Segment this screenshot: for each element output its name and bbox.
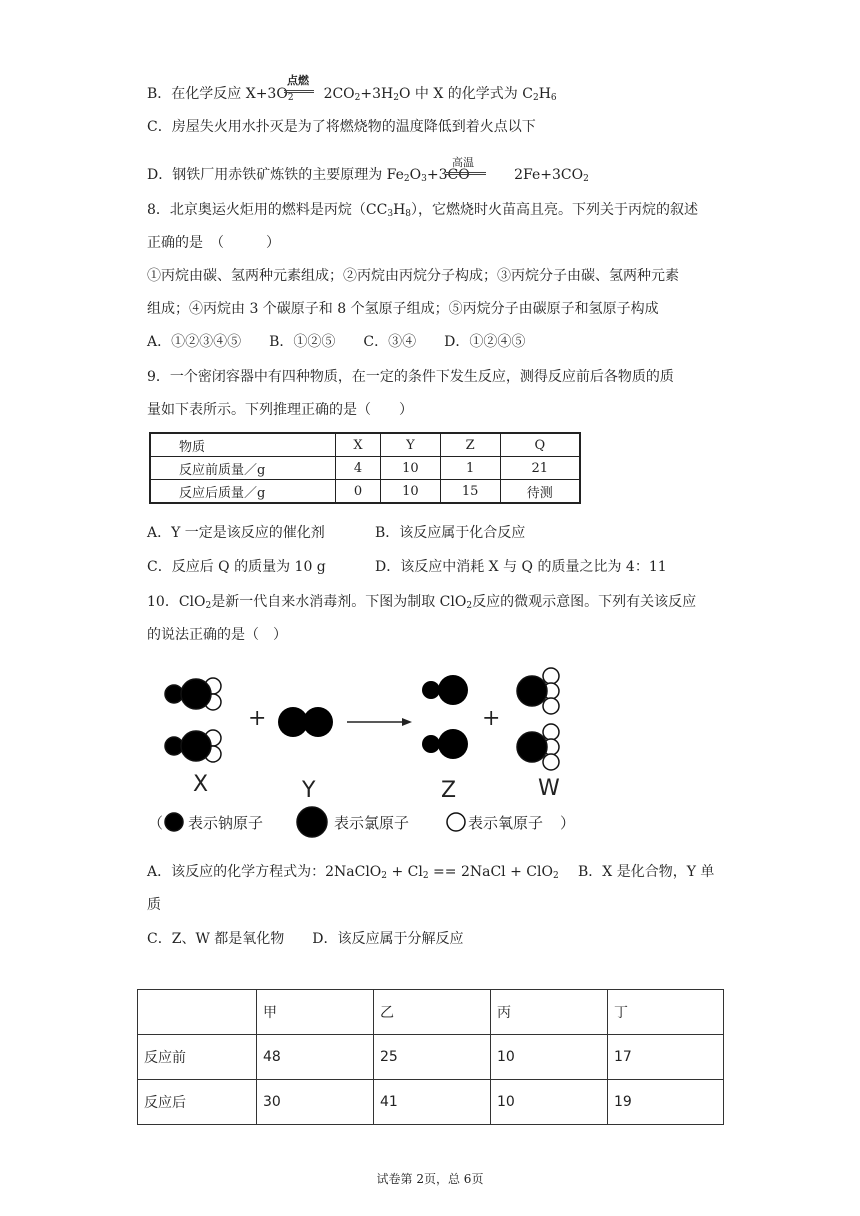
q7-option-c: C．房屋失火用水扑灭是为了将燃烧物的温度降低到着火点以下 — [147, 119, 536, 135]
q10-options-cd: C．Z、W 都是氧化物 D．该反应属于分解反应 — [147, 931, 464, 947]
q7-b-equals-bar — [284, 90, 314, 93]
q9-option-b: B．该反应属于化合反应 — [375, 525, 526, 541]
table-row: 反应前 48 25 10 17 — [138, 1035, 724, 1080]
q7-d-equals-bar — [446, 172, 486, 175]
table-row: 反应前质量／g 4 10 1 21 — [150, 457, 580, 480]
q9-stem-line2: 量如下表所示。下列推理正确的是（ ） — [147, 402, 413, 418]
reaction-table — [137, 989, 724, 1125]
legend-oxygen: 表示氧原子 — [468, 814, 544, 832]
q9-option-d: D．该反应中消耗 X 与 Q 的质量之比为 4：11 — [375, 559, 667, 575]
label-z: Z — [441, 778, 457, 803]
q10-option-a: A．该反应的化学方程式为：2NaClO$_2$ + $Cl_2$ == 2NaCl + ClO$_2$ — [147, 864, 559, 881]
legend-sodium: 表示钠原子 — [188, 814, 264, 832]
q10-option-b: B．X 是化合物，Y 单 — [578, 864, 715, 880]
table-row: 物质 X Y Z Q — [150, 433, 580, 457]
q10-stem-line1: 10．ClO$_2$是新一代自来水消毒剂。下图为制取 ClO$_2$反应的微观示意图。下列有关该反应 — [147, 594, 697, 611]
q10-option-b-cont: 质 — [147, 897, 161, 913]
label-x: X — [193, 772, 209, 797]
plus-sign: + — [248, 706, 267, 731]
q8-items-line1: ①丙烷由碳、氢两种元素组成；②丙烷由丙烷分子构成；③丙烷分子由碳、氢两种元素 — [147, 268, 679, 284]
q9-stem-line1: 9．一个密闭容器中有四种物质，在一定的条件下发生反应，测得反应前后各物质的质 — [147, 369, 674, 385]
q9-mass-table — [149, 432, 581, 504]
q9-option-c: C．反应后 Q 的质量为 10 g — [147, 559, 326, 575]
molecule-z-bottom — [422, 729, 468, 759]
q7-d-condition: 高温 — [452, 156, 474, 169]
q10-stem-line2: 的说法正确的是（ ） — [147, 627, 287, 643]
q8-stem-line2: 正确的是 （ ） — [147, 235, 280, 251]
q8-options: A．①②③④⑤ B．①②⑤ C．③④ D．①②④⑤ — [147, 334, 526, 350]
molecule-w-top — [517, 668, 559, 714]
q7-b-condition: 点燃 — [287, 74, 309, 87]
molecule-y — [278, 707, 333, 737]
plus-sign: + — [482, 706, 501, 731]
q8-items-line2: 组成；④丙烷由 3 个碳原子和 8 个氢原子组成；⑤丙烷分子由碳原子和氢原子构成 — [147, 301, 659, 317]
label-y: Y — [302, 778, 316, 803]
molecule-x-bottom — [165, 730, 221, 762]
q8-stem-line1: 8．北京奥运火炬用的燃料是丙烷$(CC_3H_8)$，它燃烧时火苗高且亮。下列关于丙烷的叙述 — [147, 202, 699, 219]
label-w: W — [538, 776, 560, 801]
q9-option-a: A．Y 一定是该反应的催化剂 — [147, 525, 325, 541]
molecule-z-top — [422, 675, 468, 705]
legend-close-paren: ） — [560, 814, 576, 832]
legend-chlorine: 表示氯原子 — [334, 814, 410, 832]
table-row: 反应后质量／g 0 10 15 待测 — [150, 480, 580, 504]
page-footer: 试卷第 2页，总 6页 — [376, 1172, 484, 1186]
reaction-arrow — [347, 718, 412, 726]
q7-option-d: D．钢铁厂用赤铁矿炼铁的主要原理为 $Fe_2O_3+3CO$ $2Fe+3CO_2$ — [147, 167, 589, 184]
legend-open-paren: （ — [148, 814, 164, 832]
molecule-w-bottom — [517, 724, 559, 770]
molecule-x-top — [165, 678, 221, 710]
table-row: 反应后 30 41 10 19 — [138, 1080, 724, 1125]
table-row: 甲 乙 丙 丁 — [138, 990, 724, 1035]
q7-option-b: B．在化学反应 $X+3O_2$ $2CO_2+3H_2O$ 中 X 的化学式为 $C_2H_6$ — [147, 86, 557, 103]
